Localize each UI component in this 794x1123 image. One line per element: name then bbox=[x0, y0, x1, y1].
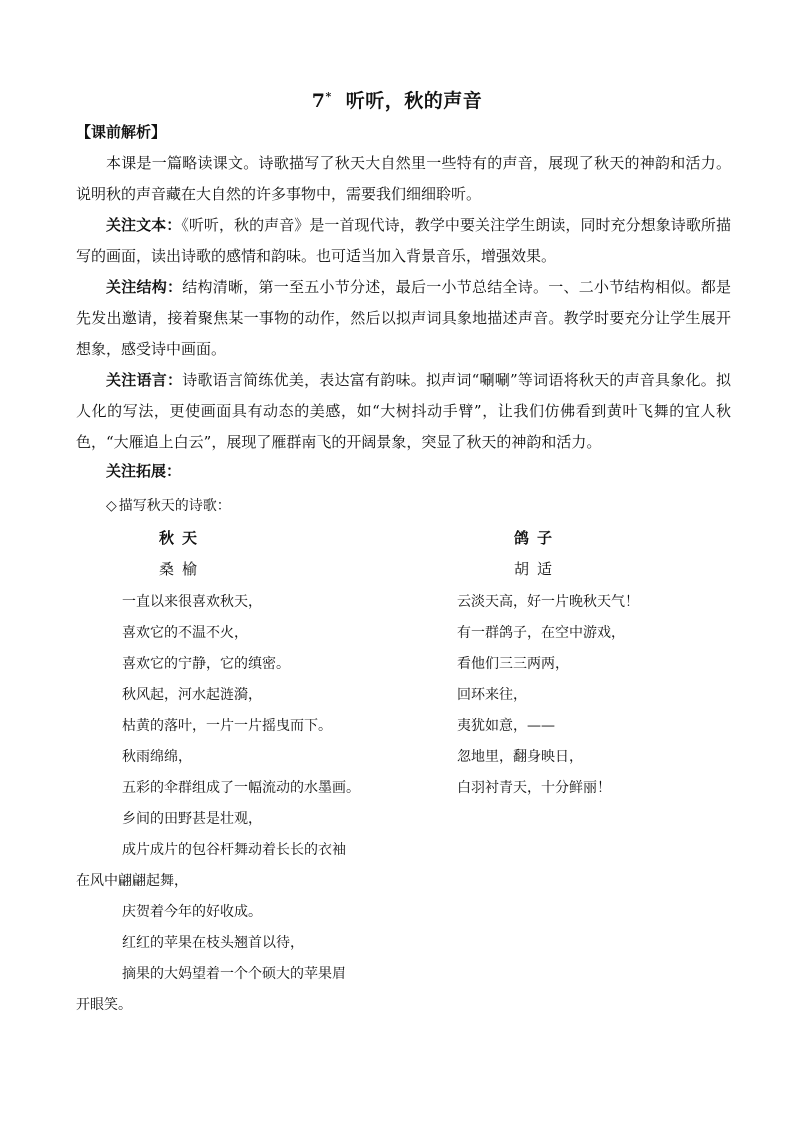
poem-2-line: 有一群鸽子，在空中游戏， bbox=[457, 625, 625, 641]
lesson-title bbox=[0, 86, 794, 113]
poem-1-line: 喜欢它的宁静，它的缜密。 bbox=[122, 656, 290, 672]
language-focus-label: 关注语言： bbox=[106, 371, 183, 389]
diamond-bullet-icon: ◇ bbox=[106, 498, 117, 514]
text-focus-label: 关注文本： bbox=[106, 216, 182, 234]
extension-heading: 关注拓展： bbox=[106, 462, 182, 480]
poem-1-line: 喜欢它的不温不火， bbox=[122, 625, 248, 641]
intro-paragraph: 本课是一篇略读课文。诗歌描写了秋天大自然里一些特有的声音，展现了秋天的神韵和活力。说明秋的声音藏在大自然的许多事物中，需要我们细细聆听。 bbox=[76, 154, 731, 203]
pre-class-analysis-heading: 【课前解析】 bbox=[76, 123, 167, 141]
poem-1-line: 在风中翩翩起舞， bbox=[76, 873, 188, 889]
poem-1-title: 秋天 bbox=[159, 529, 206, 547]
poem-1-line: 一直以来很喜欢秋天， bbox=[122, 594, 262, 610]
poem-1-line: 红红的苹果在枝头翘首以待， bbox=[122, 935, 304, 951]
poem-2-title: 鸽子 bbox=[514, 529, 561, 547]
lesson-title-text: 听听，秋的声音 bbox=[345, 90, 483, 112]
poem-1-line: 秋雨绵绵， bbox=[122, 749, 192, 765]
text-focus-content: 《听听，秋的声音》是一首现代诗，教学中要关注学生朗读，同时充分想象诗歌所描写的画面，读出诗歌的感情和韵味。也可适当加入背景音乐，增强效果。 bbox=[76, 216, 731, 265]
structure-focus-label: 关注结构： bbox=[106, 278, 183, 296]
poem-2-line: 云淡天高，好一片晚秋天气！ bbox=[457, 594, 639, 610]
poem-1-line: 成片成片的包谷杆舞动着长长的衣袖 bbox=[122, 842, 346, 858]
poem-1-line: 庆贺着今年的好收成。 bbox=[122, 904, 262, 920]
poem-2-line: 忽地里，翻身映日， bbox=[457, 749, 583, 765]
text-focus-paragraph bbox=[76, 210, 731, 272]
poem-2-line: 夷犹如意，—— bbox=[457, 718, 555, 734]
poem-1-author: 桑榆 bbox=[159, 560, 206, 578]
structure-focus-paragraph bbox=[76, 272, 731, 365]
language-focus-paragraph bbox=[76, 365, 731, 458]
poem-1-line: 乡间的田野甚是壮观， bbox=[122, 811, 262, 827]
poem-2-line: 白羽衬青天，十分鲜丽！ bbox=[457, 780, 611, 796]
poem-2-lines bbox=[457, 587, 737, 804]
poems-intro bbox=[106, 495, 231, 515]
poem-1-line: 秋风起，河水起涟漪， bbox=[122, 687, 262, 703]
structure-focus-content: 结构清晰，第一至五小节分述，最后一小节总结全诗。一、二小节结构相似。都是先发出邀请，接着聚焦某一事物的动作，然后以拟声词具象地描述声音。教学时要充分让学生展开想象，感受诗中画面。 bbox=[76, 278, 731, 358]
poem-1-line: 摘果的大妈望着一个个硕大的苹果眉 bbox=[122, 966, 346, 982]
poem-2-line: 回环来往， bbox=[457, 687, 527, 703]
lesson-number: 7 bbox=[311, 90, 326, 112]
poem-1-lines bbox=[76, 587, 396, 1021]
poem-2-line: 看他们三三两两， bbox=[457, 656, 569, 672]
poem-2-author: 胡适 bbox=[514, 560, 561, 578]
poem-1-line: 五彩的伞群组成了一幅流动的水墨画。 bbox=[122, 780, 360, 796]
optional-lesson-mark: * bbox=[325, 89, 332, 103]
language-focus-content: 诗歌语言简练优美，表达富有韵味。拟声词“唰唰”等词语将秋天的声音具象化。拟人化的写法，更使画面具有动态的美感，如“大树抖动手臂”，让我们仿佛看到黄叶飞舞的宜人秋色，“大雁追上白云”，展现了雁群南飞的开阔景象，突显了秋天的神韵和活力。 bbox=[76, 371, 731, 451]
poem-1-line: 枯黄的落叶，一片一片摇曳而下。 bbox=[122, 718, 332, 734]
poems-intro-text: 描写秋天的诗歌： bbox=[118, 498, 231, 514]
poem-1-line: 开眼笑。 bbox=[76, 997, 132, 1013]
